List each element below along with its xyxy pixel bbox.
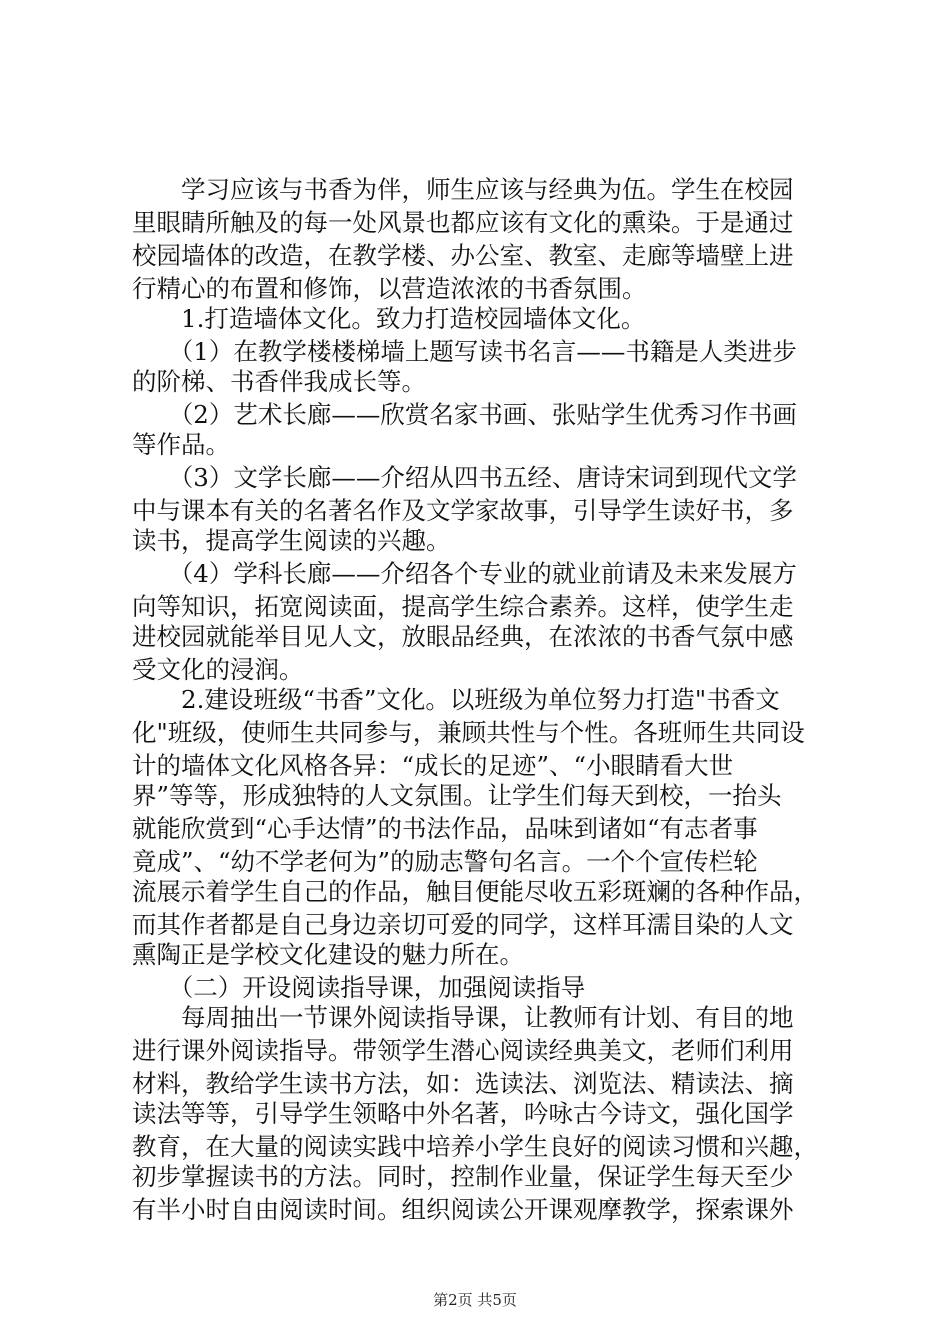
text-line: 行精心的布置和修饰，以营造浓浓的书香氛围。 (132, 274, 647, 303)
text-line: 1.打造墙体文化。致力打造校园墙体文化。 (132, 304, 646, 333)
text-line: 就能欣赏到“心手达情”的书法作品，品味到诸如“有志者事 (132, 814, 758, 843)
text-line: 读书，提高学生阅读的兴趣。 (132, 526, 451, 555)
text-line: 流展示着学生自己的作品，触目便能尽收五彩斑斓的各种作品， (132, 877, 818, 906)
text-line: 中与课本有关的名著名作及文学家故事，引导学生读好书，多 (132, 496, 794, 525)
text-line: 初步掌握读书的方法。同时，控制作业量，保证学生每天至少 (132, 1162, 794, 1191)
text-line: 读法等等，引导学生领略中外名著，吟咏古今诗文，强化国学 (132, 1099, 794, 1128)
text-line: 受文化的浸润。 (132, 655, 304, 684)
text-line: （二）开设阅读指导课，加强阅读指导 (132, 973, 586, 1002)
text-line: 的阶梯、书香伴我成长等。 (132, 367, 426, 396)
text-line: 教育，在大量的阅读实践中培养小学生良好的阅读习惯和兴趣， (132, 1132, 818, 1161)
text-line: 计的墙体文化风格各异：“成长的足迹”、“小眼睛看大世 (132, 751, 734, 780)
text-line: （1）在教学楼楼梯墙上题写读书名言——书籍是人类进步 (132, 337, 797, 366)
text-line: 等作品。 (132, 430, 230, 459)
text-line: 每周抽出一节课外阅读指导课，让教师有计划、有目的地 (132, 1003, 794, 1032)
text-line: 向等知识，拓宽阅读面，提高学生综合素养。这样，使学生走 (132, 592, 794, 621)
text-line: 2.建设班级“书香”文化。以班级为单位努力打造"书香文 (132, 685, 780, 714)
text-line: 材料，教给学生读书方法，如：选读法、浏览法、精读法、摘 (132, 1069, 794, 1098)
text-line: 界”等等，形成独特的人文氛围。让学生们每天到校，一抬头 (132, 781, 782, 810)
text-line: 竟成”、“幼不学老何为”的励志警句名言。一个个宣传栏轮 (132, 847, 758, 876)
page-number-footer: 第2页 共5页 (433, 1291, 517, 1309)
text-line: 校园墙体的改造，在教学楼、办公室、教室、走廊等墙壁上进 (132, 241, 794, 270)
text-line: 进行课外阅读指导。带领学生潜心阅读经典美文，老师们利用 (132, 1036, 794, 1065)
text-line: 而其作者都是自己身边亲切可爱的同学，这样耳濡目染的人文 (132, 910, 794, 939)
text-line: 化"班级，使师生共同参与，兼顾共性与个性。各班师生共同设 (132, 718, 805, 747)
text-line: 有半小时自由阅读时间。组织阅读公开课观摩教学，探索课外 (132, 1195, 794, 1224)
text-line: 学习应该与书香为伴，师生应该与经典为伍。学生在校园 (132, 175, 794, 204)
text-line: （3）文学长廊——介绍从四书五经、唐诗宋词到现代文学 (132, 463, 797, 492)
text-line: 进校园就能举目见人文，放眼品经典，在浓浓的书香气氛中感 (132, 622, 794, 651)
text-line: （4）学科长廊——介绍各个专业的就业前请及未来发展方 (132, 559, 797, 588)
text-line: 熏陶正是学校文化建设的魅力所在。 (132, 940, 524, 969)
text-line: 里眼睛所触及的每一处风景也都应该有文化的熏染。于是通过 (132, 208, 794, 237)
text-line: （2）艺术长廊——欣赏名家书画、张贴学生优秀习作书画 (132, 400, 797, 429)
